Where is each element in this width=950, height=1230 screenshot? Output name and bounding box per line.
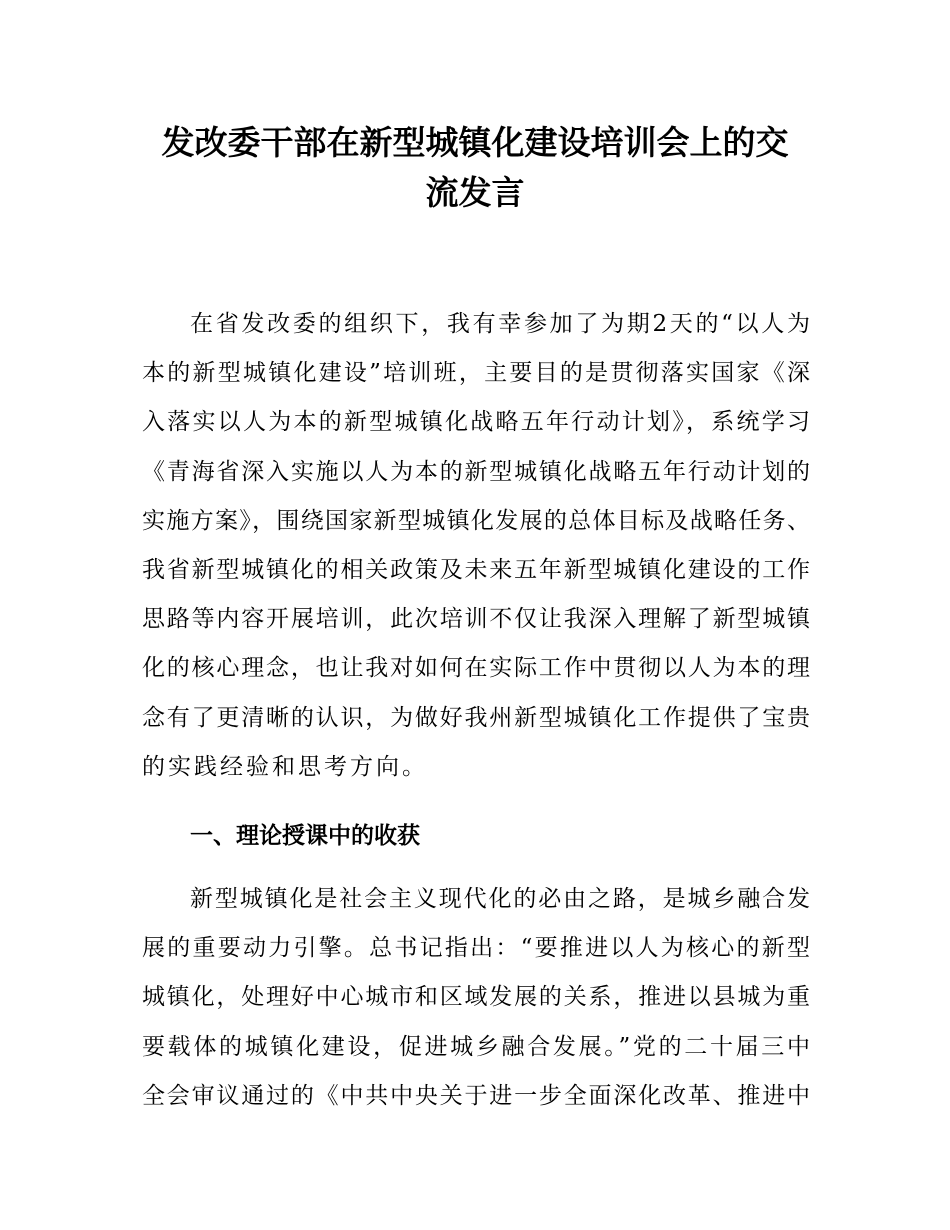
- text-line: 《青海省深入实施以人为本的新型城镇化战略五年行动计划的: [142, 458, 810, 485]
- text-line: 在省发改委的组织下，我有幸参加了为期2天的“以人为: [190, 311, 810, 337]
- paragraph-intro: [142, 300, 810, 792]
- text-line: 展的重要动力引擎。总书记指出：“要推进以人为核心的新型: [142, 935, 810, 962]
- text-line: 我省新型城镇化的相关政策及未来五年新型城镇化建设的工作: [142, 556, 810, 583]
- document-title: [120, 118, 830, 218]
- title-line-2: 流发言: [425, 173, 525, 212]
- title-line-1: 发改委干部在新型城镇化建设培训会上的交: [161, 123, 789, 162]
- text-line: 要载体的城镇化建设，促进城乡融合发展。”党的二十届三中: [142, 1033, 810, 1060]
- paragraph-section-1: [142, 875, 810, 1121]
- text-line: 本的新型城镇化建设”培训班，主要目的是贯彻落实国家《深: [142, 360, 810, 387]
- text-line: 城镇化，处理好中心城市和区域发展的关系，推进以县城为重: [142, 984, 810, 1011]
- text-line: 入落实以人为本的新型城镇化战略五年行动计划》，系统学习: [142, 409, 810, 436]
- text-line: 全会审议通过的《中共中央关于进一步全面深化改革、推进中: [142, 1082, 810, 1109]
- text-line: 新型城镇化是社会主义现代化的必由之路，是城乡融合发: [190, 886, 810, 912]
- text-line: 思路等内容开展培训，此次培训不仅让我深入理解了新型城镇: [142, 606, 810, 633]
- text-line: 念有了更清晰的认识，为做好我州新型城镇化工作提供了宝贵: [142, 704, 810, 731]
- section-heading: 一、理论授课中的收获: [190, 823, 420, 849]
- text-line: 化的核心理念，也让我对如何在实际工作中贯彻以人为本的理: [142, 655, 810, 682]
- text-line: 的实践经验和思考方向。: [142, 753, 428, 780]
- text-line: 实施方案》，围绕国家新型城镇化发展的总体目标及战略任务、: [142, 507, 810, 534]
